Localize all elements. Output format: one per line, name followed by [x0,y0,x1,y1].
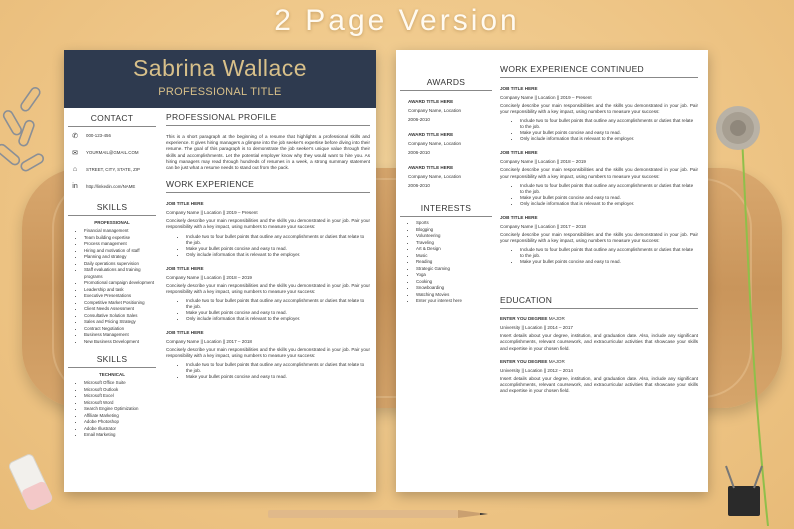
skill-item: • Leadership and task [84,287,160,294]
education-description: Insert details about your degree, institution, and graduation date. Also, include any significant accomplishments, relevant coursework, and extracurricular activities that showcase your skills and expertise in your chosen field. [500,333,698,351]
interest-item: • Snowboarding [416,285,496,292]
right-column [166,108,370,492]
award-org: Company Name, Location [408,174,462,179]
education-description: Insert details about your degree, institution, and graduation date. Also, include any significant accomplishments, relevant coursework, and extracurricular activities that showcase your skills and expertise in your chosen field. [500,375,698,394]
job-title: JOB TITLE HERE [500,214,538,220]
job-company: Company Name || Location || 2017 – 2018 [166,339,252,345]
award-title: AWARD TITLE HERE [408,99,454,104]
education-entry [500,359,698,395]
award-years: 2006-2010 [408,117,430,122]
experience-continued-heading: WORK EXPERIENCE CONTINUED [500,62,698,78]
binder-clip-icon [720,462,770,522]
skills-heading-technical: SKILLS [68,351,156,368]
award-entry [408,130,490,157]
degree-name: ENTER YOU DEGREE [500,316,548,322]
experience-list [166,201,370,380]
job-entry [500,86,698,142]
job-description: Concisely describe your main responsibilities and the skills you demonstrated in your job. Pair your responsibility with a key impact, using numbers to measure your success: [500,231,698,244]
technical-skills-list [84,380,160,439]
award-entry [408,97,490,124]
education-degree [500,359,698,364]
job-description: Concisely describe your main responsibilities and the skills you demonstrated in your job. Pair your responsibility with a key impact, using numbers to measure your success: [500,103,698,115]
award-years: 2006-2010 [408,183,430,188]
phone-icon: ✆ [72,132,78,140]
job-bullet: • Include two to four bullet points that outline any accomplishments or duties that relate to the job. [186,234,370,246]
skill-item: • Competitive Market Positioning [84,300,160,307]
contact-text: YOURMAIL@GMAIL.COM [86,150,139,155]
skill-item: • Adobe Illustrator [84,426,160,433]
interest-item: • Watching Movies [416,292,496,299]
degree-major: MAJOR [548,316,565,322]
education-degree [500,316,698,321]
left-column [64,108,160,492]
skill-item: • Microsoft Word [84,400,160,407]
job-description: Concisely describe your main responsibilities and the skills you demonstrated in your job. Pair your responsibility with a key impact, using numbers to measure your success: [166,218,370,230]
job-bullet: • Make your bullet points concise and easy to read. [520,195,698,201]
job-bullet: • Make your bullet points concise and easy to read. [186,374,370,380]
job-bullet: • Only include information that is relevant to the employer. [186,316,370,322]
interest-item: • Yoga [416,272,496,279]
job-bullet: • Include two to four bullet points that outline any accomplishments or duties that relate to the job. [520,247,698,259]
skill-item: • Sales and Pricing Strategy [84,319,160,326]
job-entry [500,215,698,265]
job-description: Concisely describe your main responsibilities and the skills you demonstrated in your job. Pair your responsibility with a key impact, using numbers to measure your success: [166,282,370,294]
skill-item: • Microsoft Outlook [84,387,160,394]
interest-item: • Music [416,253,496,260]
job-bullets [520,247,698,265]
interests-list [416,220,496,305]
skill-item: • Daily operations supervision [84,261,160,268]
education-school: University || Location || 2012 – 2014 [500,367,573,373]
resume-page-1 [64,50,376,492]
banner-title: 2 Page Version [274,4,520,37]
skill-item: • Team building expertise [84,235,160,242]
awards-list [396,97,496,190]
job-bullet: • Include two to four bullet points that outline any accomplishments or duties that relate to the job. [520,183,698,195]
job-bullets [186,298,370,322]
awards-heading: AWARDS [400,74,492,91]
mail-icon: ✉ [72,149,78,157]
skill-item: • Staff evaluations and training programs [84,267,160,280]
skill-item: • Contract Negotiation [84,326,160,333]
job-bullet: • Make your bullet points concise and easy to read. [186,246,370,252]
skill-item: • Search Engine Optimization [84,406,160,413]
job-bullets [186,234,370,258]
job-bullet: • Include two to four bullet points that outline any accomplishments or duties that relate to the job. [186,362,370,374]
interest-item: • Traveling [416,240,496,247]
contact-text: 000-123-456 [86,133,111,138]
skill-item: • Promotional campaign development [84,280,160,287]
job-bullets [520,183,698,207]
skill-item: • Adobe Photoshop [84,419,160,426]
job-bullet: • Make your bullet points concise and easy to read. [520,130,698,136]
award-org: Company Name, Location [408,141,462,146]
job-entry [500,150,698,206]
job-title: JOB TITLE HERE [166,265,204,271]
contact-list [64,127,160,195]
skill-item: • Executive Presentations [84,293,160,300]
contact-item [70,178,156,195]
education-school: University || Location || 2014 – 2017 [500,325,573,331]
skills-list [84,228,160,345]
interest-item: • Sports [416,220,496,227]
skill-item: • Process management [84,241,160,248]
contact-item [70,161,156,178]
profile-text: This is a short paragraph at the beginning of a resume that highlights a professional skills and experience. It gives hiring managers a glimpse into the job seeker's expertise before diving into their resume. The goal of this paragraph is to demonstrate the job seeker's unique value through their skills and accomplishments. Let the potential employer know why they would want to hire you. As hiring managers may read through hundreds of resumes in a week, a strong summary statement can be just what a resume needs to stand out from the pack. [166,134,370,171]
job-title: JOB TITLE HERE [500,86,538,91]
interest-item: • Enter your interest here [416,298,496,305]
skill-item: • Hiring and motivation of staff [84,248,160,255]
paperclips-icon [0,80,60,180]
eraser-icon [6,448,56,518]
resume-page-2 [396,50,708,492]
job-bullet: • Make your bullet points concise and easy to read. [520,259,698,265]
award-entry [408,163,490,190]
education-heading: EDUCATION [500,293,698,309]
job-title: JOB TITLE HERE [166,201,204,207]
contact-item [70,144,156,161]
job-company: Company Name || Location || 2019 – Present [500,95,592,100]
award-title: AWARD TITLE HERE [408,165,454,170]
resume-header [64,50,376,108]
left-column [396,50,496,492]
job-bullet: • Only include information that is relevant to the employer. [186,252,370,258]
professional-title: PROFESSIONAL TITLE [158,86,282,98]
job-company: Company Name || Location || 2017 – 2018 [500,223,586,229]
interest-item: • Cooking [416,279,496,286]
job-title: JOB TITLE HERE [500,150,538,156]
candidate-name: Sabrina Wallace [132,55,308,81]
skill-item: • Client Needs Assessment [84,306,160,313]
experience-list [500,86,698,265]
job-bullets [186,362,370,380]
interest-item: • Blogging [416,227,496,234]
skill-item: • Microsoft Office Suite [84,380,160,387]
contact-heading: CONTACT [68,110,156,127]
job-title: JOB TITLE HERE [166,330,204,336]
award-years: 2006-2010 [408,150,430,155]
job-bullet: • Only include information that is relevant to the employer. [520,201,698,207]
interests-heading: INTERESTS [400,200,492,217]
job-entry [166,266,370,322]
skill-item: • Planning and strategy [84,254,160,261]
job-bullet: • Make your bullet points concise and easy to read. [186,310,370,316]
job-entry [166,201,370,257]
contact-text: STREET, CITY, STATE, ZIP [86,167,140,172]
skill-item: • Consultative Solution Sales [84,313,160,320]
job-bullets [520,118,698,142]
job-description: Concisely describe your main responsibilities and the skills you demonstrated in your job. Pair your responsibility with a key impact, using numbers to measure your success: [166,347,370,359]
pencil-icon [262,505,492,525]
skills-heading: SKILLS [68,199,156,216]
contact-item [70,127,156,144]
job-company: Company Name || Location || 2018 – 2019 [166,274,252,280]
degree-major: MAJOR [548,358,565,364]
job-bullet: • Include two to four bullet points that outline any accomplishments or duties that relate to the job. [520,118,698,130]
award-org: Company Name, Location [408,108,462,113]
home-icon: ⌂ [72,166,78,173]
education-list [500,316,698,394]
skill-item: • Microsoft Excel [84,393,160,400]
interest-item: • Art & Design [416,246,496,253]
skill-item: • Financial management [84,228,160,235]
skill-item: • Email Marketing [84,432,160,439]
job-description: Concisely describe your main responsibilities and the skills you demonstrated in your job. Pair your responsibility with a key impact, using numbers to measure your success: [500,167,698,179]
degree-name: ENTER YOU DEGREE [500,358,548,364]
skill-item: • New Business Development [84,339,160,346]
job-bullet: • Include two to four bullet points that outline any accomplishments or duties that relate to the job. [186,298,370,310]
job-company: Company Name || Location || 2018 – 2019 [500,159,586,165]
experience-heading: WORK EXPERIENCE [166,177,370,193]
skills-subheading-technical: TECHNICAL [99,372,125,377]
contact-text: http://linkedin.com/NAME [86,184,136,189]
interest-item: • Reading [416,259,496,266]
skill-item: • Affiliate Marketing [84,413,160,420]
skills-subheading: PROFESSIONAL [94,220,130,225]
education-entry [500,316,698,352]
interest-item: • Strategic Gaming [416,266,496,273]
job-company: Company Name || Location || 2019 – Present [166,210,258,216]
right-column [500,50,698,492]
linkedin-icon: in [72,183,78,190]
award-title: AWARD TITLE HERE [408,132,454,137]
interest-item: • Volunteering [416,233,496,240]
skill-item: • Business Management [84,332,160,339]
job-entry [166,330,370,380]
profile-heading: PROFESSIONAL PROFILE [166,110,370,126]
job-bullet: • Only include information that is relevant to the employer. [520,136,698,142]
